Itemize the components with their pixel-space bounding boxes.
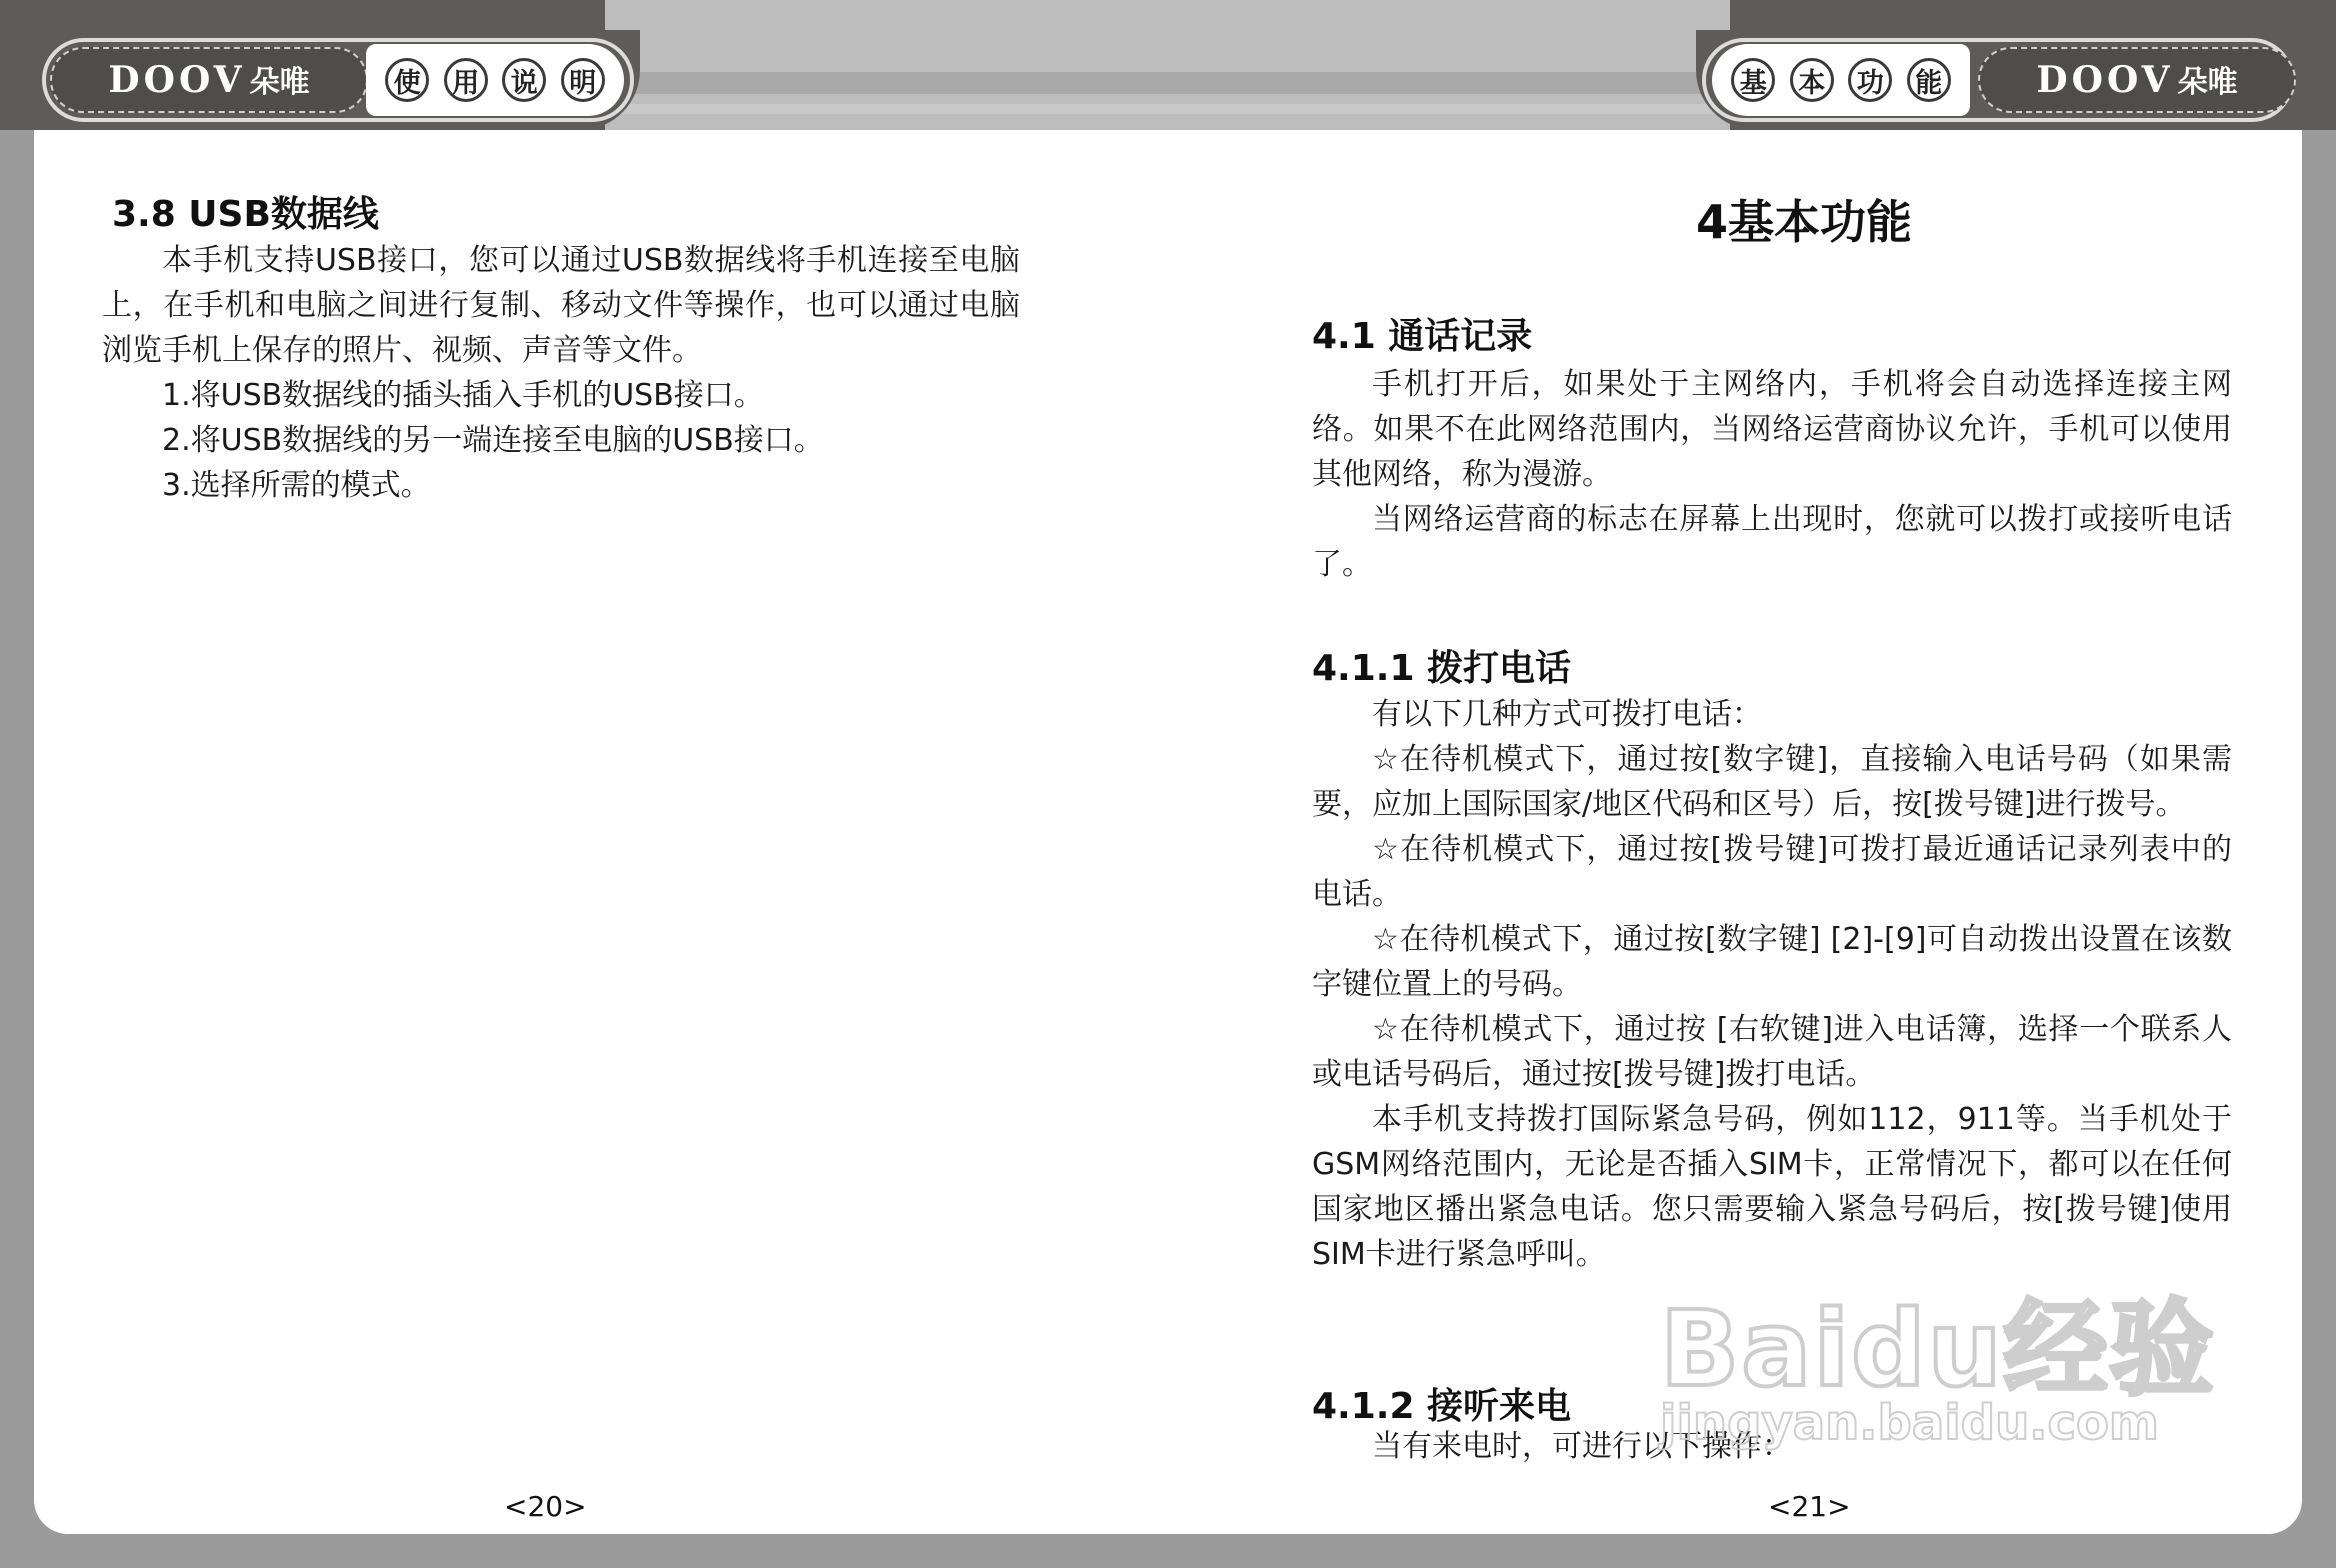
section-char: 本 (1790, 58, 1834, 102)
page-number-left: <20> (504, 1490, 587, 1523)
paragraph: 本手机支持拨打国际紧急号码，例如112，911等。当手机处于GSM网络范围内，无论是否插入SIM卡，正常情况下，都可以在任何国家地区播出紧急电话。您只需要输入紧急号码后，按[拨号键]使用SIM卡进行紧急呼叫。 (1312, 1102, 2232, 1272)
section-41-body (1312, 362, 2232, 587)
section-char: 能 (1907, 58, 1951, 102)
paragraph: 有以下几种方式可拨打电话： (1372, 697, 1762, 732)
logo-cn: 朵唯 (2177, 65, 2238, 100)
section-char: 功 (1848, 58, 1892, 102)
step-item: 2.将USB数据线的另一端连接至电脑的USB接口。 (162, 423, 824, 458)
section-label-right (1712, 44, 1970, 116)
section-char: 说 (502, 58, 546, 102)
section-char: 使 (385, 58, 429, 102)
logo-brand: DOOV (2036, 59, 2174, 101)
logo-brand: DOOV (108, 59, 246, 101)
bullet-item: ☆在待机模式下，通过按 [右软键]进入电话簿，选择一个联系人或电话号码后，通过按[拨号键]拨打电话。 (1312, 1012, 2232, 1092)
section-412-body (1312, 1424, 2232, 1469)
chapter-title: 4基本功能 (1696, 195, 1913, 249)
left-heading: 3.8 USB数据线 (112, 194, 379, 235)
header-stripe (605, 72, 1730, 94)
paragraph: 当有来电时，可进行以下操作： (1372, 1429, 1792, 1464)
bullet-item: ☆在待机模式下，通过按[拨号键]可拨打最近通话记录列表中的电话。 (1312, 832, 2232, 912)
section-char: 基 (1731, 58, 1775, 102)
paragraph: 手机打开后，如果处于主网络内，手机将会自动选择连接主网络。如果不在此网络范围内，当网络运营商协议允许，手机可以使用其他网络，称为漫游。 (1312, 367, 2232, 492)
section-411-heading: 4.1.1 拨打电话 (1312, 648, 1572, 689)
section-label-left (366, 44, 624, 116)
bullet-item: ☆在待机模式下，通过按[数字键]，直接输入电话号码（如果需要，应加上国际国家/地区代码和区号）后，按[拨号键]进行拨号。 (1312, 742, 2232, 822)
left-body (102, 238, 1020, 508)
section-412-heading: 4.1.2 接听来电 (1312, 1386, 1572, 1427)
page-number-right: <21> (1768, 1490, 1851, 1523)
section-411-body (1312, 692, 2232, 1277)
section-41-heading: 4.1 通话记录 (1312, 316, 1533, 357)
bullet-item: ☆在待机模式下，通过按[数字键] [2]-[9]可自动拨出设置在该数字键位置上的号码。 (1312, 922, 2232, 1002)
logo-cn: 朵唯 (249, 65, 310, 100)
left-paragraph: 本手机支持USB接口，您可以通过USB数据线将手机连接至电脑上，在手机和电脑之间进行复制、移动文件等操作，也可以通过电脑浏览手机上保存的照片、视频、声音等文件。 (102, 243, 1020, 368)
header-center-band (605, 0, 1730, 130)
doov-logo-left (50, 47, 368, 113)
step-item: 3.选择所需的模式。 (162, 468, 431, 503)
paragraph: 当网络运营商的标志在屏幕上出现时，您就可以拨打或接听电话了。 (1312, 502, 2232, 582)
header-stripe-light (605, 104, 1730, 114)
doov-logo-right (1978, 47, 2296, 113)
section-char: 用 (444, 58, 488, 102)
step-item: 1.将USB数据线的插头插入手机的USB接口。 (162, 378, 764, 413)
section-char: 明 (561, 58, 605, 102)
